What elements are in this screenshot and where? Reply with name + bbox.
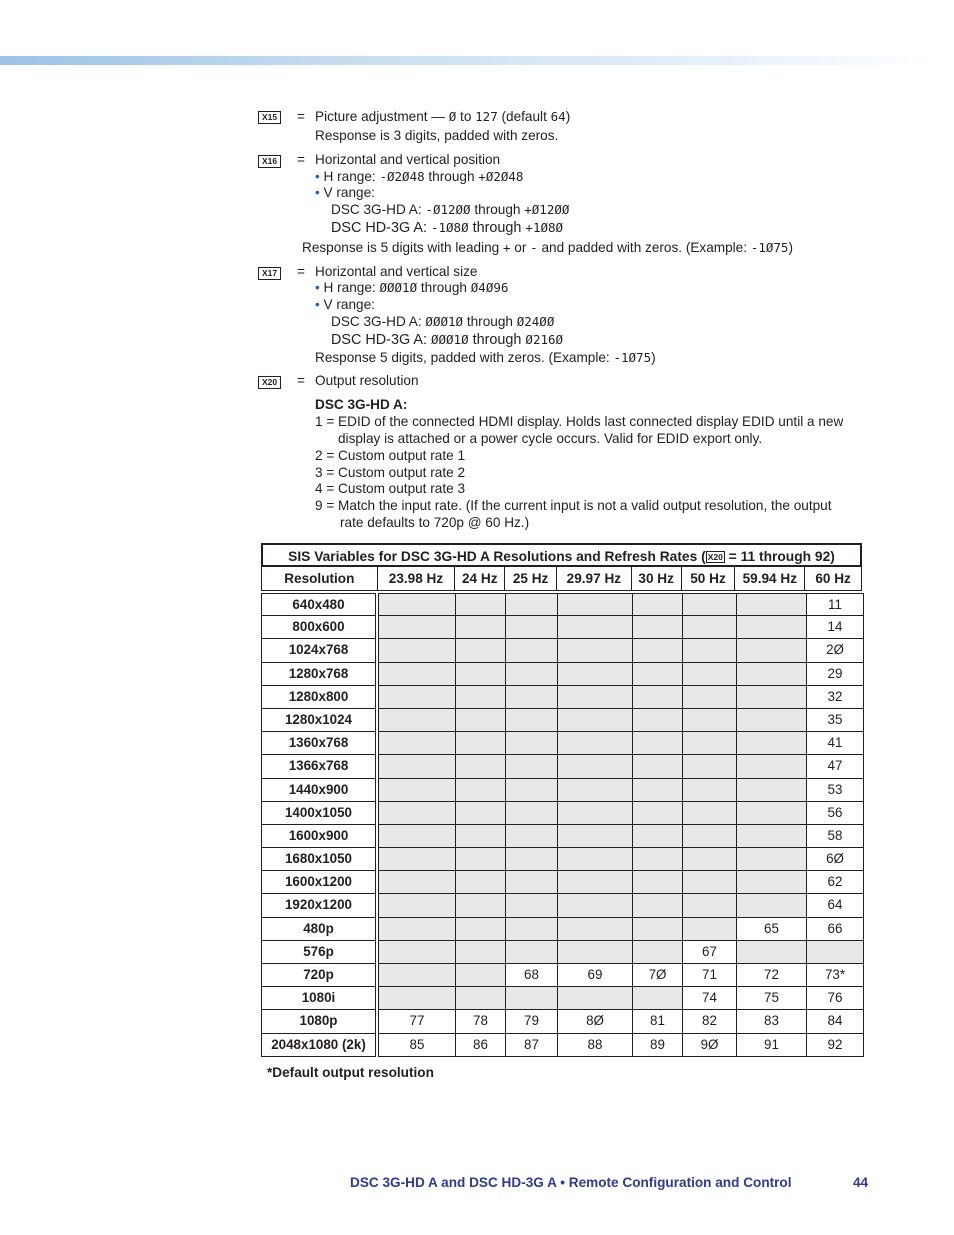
- rate-cell: [557, 987, 632, 1010]
- resolution-cell: 480p: [261, 918, 376, 941]
- rate-cell: 89: [632, 1034, 682, 1057]
- rate-cell: [632, 918, 682, 941]
- rate-cell: [505, 871, 557, 894]
- rate-cell: [455, 686, 505, 709]
- rate-cell: 58: [806, 825, 863, 848]
- resolution-cell: 1080i: [261, 987, 376, 1010]
- footer-title: DSC 3G-HD A and DSC HD-3G A • Remote Configuration and Control: [350, 1175, 792, 1190]
- table-body: [261, 593, 864, 1057]
- variable-box-x15: X15: [258, 111, 281, 124]
- rate-cell: [632, 663, 682, 686]
- table-row: [261, 964, 864, 987]
- rate-cell: [557, 825, 632, 848]
- x20-item-1-cont: display is attached or a power cycle occurs. Valid for EDID export only.: [338, 431, 763, 446]
- rate-cell: [505, 593, 557, 616]
- rate-cell: 84: [806, 1010, 863, 1033]
- rate-cell: [557, 894, 632, 917]
- rate-cell: [736, 755, 806, 778]
- bullet-icon: •: [315, 297, 320, 312]
- resolution-cell: 800x600: [261, 616, 376, 639]
- column-header: 23.98 Hz: [377, 567, 455, 590]
- rate-cell: [736, 639, 806, 662]
- rate-cell: [736, 779, 806, 802]
- rate-cell: [505, 779, 557, 802]
- column-header: 29.97 Hz: [556, 567, 631, 590]
- x16-description: Horizontal and vertical position: [315, 152, 501, 167]
- rate-cell: 91: [736, 1034, 806, 1057]
- resolution-table: [261, 543, 861, 1080]
- rate-cell: 82: [682, 1010, 736, 1033]
- rate-cell: [378, 663, 455, 686]
- rate-cell: [505, 802, 557, 825]
- column-header: 60 Hz: [804, 567, 861, 590]
- rate-cell: [505, 987, 557, 1010]
- x16-v-range-hd3g: DSC HD-3G A: -1Ø8Ø through +1Ø8Ø: [331, 220, 564, 236]
- table-row: [261, 686, 864, 709]
- resolution-cell: 576p: [261, 941, 376, 964]
- rate-cell: [557, 848, 632, 871]
- resolution-cell: 1366x768: [261, 755, 376, 778]
- table-row: [261, 941, 864, 964]
- rate-cell: [557, 593, 632, 616]
- rate-cell: 64: [806, 894, 863, 917]
- rate-cell: 86: [455, 1034, 505, 1057]
- rate-cell: [505, 616, 557, 639]
- x17-response: Response 5 digits, padded with zeros. (Example: -1Ø75): [315, 350, 656, 365]
- rate-cell: [682, 639, 736, 662]
- rate-cell: 81: [632, 1010, 682, 1033]
- rate-cell: [682, 593, 736, 616]
- rate-cell: [736, 593, 806, 616]
- rate-cell: 74: [682, 987, 736, 1010]
- column-header: 25 Hz: [504, 567, 556, 590]
- table-row: [261, 848, 864, 871]
- column-header: 59.94 Hz: [734, 567, 804, 590]
- rate-cell: [378, 848, 455, 871]
- rate-cell: [378, 802, 455, 825]
- rate-cell: 71: [682, 964, 736, 987]
- x20-item-1: 1 = EDID of the connected HDMI display. Holds last connected display EDID until a new: [315, 414, 844, 429]
- table-row: [261, 593, 864, 616]
- equals-sign: =: [297, 373, 305, 388]
- table-row: [261, 1034, 864, 1057]
- table-row: [261, 616, 864, 639]
- resolution-cell: 1360x768: [261, 732, 376, 755]
- rate-cell: [557, 871, 632, 894]
- rate-cell: [632, 871, 682, 894]
- rate-cell: [632, 894, 682, 917]
- rate-cell: [455, 894, 505, 917]
- rate-cell: [378, 941, 455, 964]
- resolution-cell: 720p: [261, 964, 376, 987]
- rate-cell: [806, 941, 863, 964]
- x20-item-9: 9 = Match the input rate. (If the current input is not a valid output resolution, the output: [315, 498, 832, 513]
- x17-description: Horizontal and vertical size: [315, 264, 478, 279]
- x17-h-range: • H range: ØØØ1Ø through Ø4Ø96: [315, 280, 509, 295]
- rate-cell: [505, 755, 557, 778]
- rate-cell: 68: [505, 964, 557, 987]
- x16-v-range-label: • V range:: [315, 185, 375, 200]
- rate-cell: 32: [806, 686, 863, 709]
- rate-cell: [682, 755, 736, 778]
- table-row: [261, 732, 864, 755]
- rate-cell: 8Ø: [557, 1010, 632, 1033]
- rate-cell: [557, 941, 632, 964]
- equals-sign: =: [297, 264, 305, 279]
- rate-cell: [557, 709, 632, 732]
- x15-response: Response is 3 digits, padded with zeros.: [315, 128, 559, 143]
- rate-cell: [455, 593, 505, 616]
- rate-cell: [736, 894, 806, 917]
- rate-cell: 85: [378, 1034, 455, 1057]
- table-row: [261, 755, 864, 778]
- rate-cell: [682, 709, 736, 732]
- table-row: [261, 663, 864, 686]
- rate-cell: 56: [806, 802, 863, 825]
- rate-cell: 67: [682, 941, 736, 964]
- table-header-row: [261, 567, 862, 591]
- table-row: [261, 709, 864, 732]
- resolution-cell: 1280x800: [261, 686, 376, 709]
- rate-cell: [557, 686, 632, 709]
- rate-cell: [378, 593, 455, 616]
- rate-cell: [378, 825, 455, 848]
- rate-cell: 72: [736, 964, 806, 987]
- rate-cell: [736, 663, 806, 686]
- rate-cell: [632, 639, 682, 662]
- x15-description: Picture adjustment — Ø to 127 (default 64): [315, 109, 571, 124]
- rate-cell: [632, 709, 682, 732]
- resolution-cell: 1600x1200: [261, 871, 376, 894]
- rate-cell: [632, 616, 682, 639]
- rate-cell: [557, 779, 632, 802]
- page-number: 44: [853, 1175, 869, 1190]
- rate-cell: [632, 593, 682, 616]
- rate-cell: [736, 848, 806, 871]
- rate-cell: [455, 639, 505, 662]
- rate-cell: [557, 918, 632, 941]
- rate-cell: [736, 686, 806, 709]
- rate-cell: [682, 871, 736, 894]
- variable-box-x20: X20: [707, 552, 723, 562]
- rate-cell: [455, 663, 505, 686]
- table-footnote: *Default output resolution: [267, 1065, 434, 1080]
- x17-v-range-label: • V range:: [315, 297, 375, 312]
- rate-cell: [455, 848, 505, 871]
- variable-box-x17: X17: [258, 267, 281, 280]
- x20-item-9-cont: rate defaults to 720p @ 60 Hz.): [340, 515, 530, 530]
- rate-cell: 73*: [806, 964, 863, 987]
- rate-cell: [736, 616, 806, 639]
- rate-cell: [455, 732, 505, 755]
- rate-cell: [455, 987, 505, 1010]
- rate-cell: [632, 825, 682, 848]
- rate-cell: [505, 732, 557, 755]
- bullet-icon: •: [315, 169, 320, 184]
- resolution-cell: 1600x900: [261, 825, 376, 848]
- rate-cell: 83: [736, 1010, 806, 1033]
- x20-description: Output resolution: [315, 373, 419, 388]
- table-row: [261, 1010, 864, 1033]
- table-row: [261, 987, 864, 1010]
- rate-cell: [505, 894, 557, 917]
- rate-cell: [632, 779, 682, 802]
- variable-box-x16: X16: [258, 155, 281, 168]
- rate-cell: [455, 709, 505, 732]
- rate-cell: 75: [736, 987, 806, 1010]
- rate-cell: [505, 663, 557, 686]
- rate-cell: [378, 732, 455, 755]
- x16-h-range: • H range: -Ø2Ø48 through +Ø2Ø48: [315, 169, 524, 184]
- rate-cell: [378, 709, 455, 732]
- bullet-icon: •: [315, 280, 320, 295]
- equals-sign: =: [297, 152, 305, 167]
- rate-cell: [505, 639, 557, 662]
- rate-cell: [378, 755, 455, 778]
- rate-cell: 53: [806, 779, 863, 802]
- rate-cell: 77: [378, 1010, 455, 1033]
- rate-cell: [455, 825, 505, 848]
- resolution-cell: 1920x1200: [261, 894, 376, 917]
- rate-cell: [378, 779, 455, 802]
- x20-item-4: 4 = Custom output rate 3: [315, 481, 465, 496]
- rate-cell: [682, 732, 736, 755]
- rate-cell: [682, 663, 736, 686]
- rate-cell: [682, 918, 736, 941]
- rate-cell: [378, 686, 455, 709]
- rate-cell: [632, 941, 682, 964]
- rate-cell: [682, 779, 736, 802]
- equals-sign: =: [297, 109, 305, 124]
- resolution-cell: 1280x768: [261, 663, 376, 686]
- table-row: [261, 802, 864, 825]
- rate-cell: [378, 639, 455, 662]
- rate-cell: [455, 779, 505, 802]
- column-header: Resolution: [284, 571, 355, 586]
- resolution-cell: 1680x1050: [261, 848, 376, 871]
- rate-cell: [378, 871, 455, 894]
- rate-cell: [557, 663, 632, 686]
- table-title: SIS Variables for DSC 3G-HD A Resolutions and Refresh Rates ( X20 = 11 through 92): [261, 543, 862, 567]
- rate-cell: 78: [455, 1010, 505, 1033]
- rate-cell: [505, 848, 557, 871]
- rate-cell: [455, 918, 505, 941]
- x20-item-2: 2 = Custom output rate 1: [315, 448, 465, 463]
- rate-cell: [682, 616, 736, 639]
- rate-cell: [505, 918, 557, 941]
- rate-cell: [378, 616, 455, 639]
- rate-cell: [378, 964, 455, 987]
- rate-cell: [505, 941, 557, 964]
- table-row: [261, 639, 864, 662]
- resolution-cell: 1280x1024: [261, 709, 376, 732]
- rate-cell: [632, 686, 682, 709]
- rate-cell: [682, 848, 736, 871]
- rate-cell: [736, 709, 806, 732]
- rate-cell: [736, 871, 806, 894]
- table-row: [261, 871, 864, 894]
- rate-cell: [505, 709, 557, 732]
- rate-cell: [557, 732, 632, 755]
- x16-response: Response is 5 digits with leading + or - and padded with zeros. (Example: -1Ø75): [302, 240, 793, 255]
- rate-cell: [455, 941, 505, 964]
- column-header: 50 Hz: [681, 567, 735, 590]
- rate-cell: 69: [557, 964, 632, 987]
- resolution-cell: 1400x1050: [261, 802, 376, 825]
- table-row: [261, 825, 864, 848]
- rate-cell: 88: [557, 1034, 632, 1057]
- rate-cell: 29: [806, 663, 863, 686]
- variable-box-x20: X20: [258, 376, 281, 389]
- rate-cell: 11: [806, 593, 863, 616]
- rate-cell: 2Ø: [806, 639, 863, 662]
- rate-cell: 79: [505, 1010, 557, 1033]
- rate-cell: [736, 802, 806, 825]
- rate-cell: 66: [806, 918, 863, 941]
- rate-cell: [455, 871, 505, 894]
- rate-cell: [455, 802, 505, 825]
- rate-cell: [682, 825, 736, 848]
- resolution-cell: 1080p: [261, 1010, 376, 1033]
- rate-cell: 6Ø: [806, 848, 863, 871]
- rate-cell: [505, 686, 557, 709]
- rate-cell: [632, 987, 682, 1010]
- rate-cell: [455, 616, 505, 639]
- rate-cell: 14: [806, 616, 863, 639]
- rate-cell: [632, 755, 682, 778]
- rate-cell: [632, 848, 682, 871]
- column-header: 30 Hz: [631, 567, 681, 590]
- rate-cell: [557, 755, 632, 778]
- x16-v-range-3ghd: DSC 3G-HD A: -Ø12ØØ through +Ø12ØØ: [331, 202, 570, 217]
- rate-cell: 9Ø: [682, 1034, 736, 1057]
- rate-cell: [557, 616, 632, 639]
- rate-cell: [455, 755, 505, 778]
- table-row: [261, 918, 864, 941]
- rate-cell: 47: [806, 755, 863, 778]
- rate-cell: [682, 686, 736, 709]
- rate-cell: [682, 802, 736, 825]
- rate-cell: 7Ø: [632, 964, 682, 987]
- rate-cell: [736, 825, 806, 848]
- resolution-cell: 640x480: [261, 593, 376, 616]
- x17-v-range-hd3g: DSC HD-3G A: ØØØ1Ø through Ø216Ø: [331, 332, 564, 348]
- column-header: 24 Hz: [454, 567, 504, 590]
- rate-cell: [378, 894, 455, 917]
- rate-cell: 92: [806, 1034, 863, 1057]
- rate-cell: [632, 802, 682, 825]
- rate-cell: [736, 941, 806, 964]
- table-row: [261, 779, 864, 802]
- x20-item-3: 3 = Custom output rate 2: [315, 465, 465, 480]
- rate-cell: [557, 639, 632, 662]
- x17-v-range-3ghd: DSC 3G-HD A: ØØØ1Ø through Ø24ØØ: [331, 314, 555, 329]
- rate-cell: [736, 732, 806, 755]
- rate-cell: [557, 802, 632, 825]
- rate-cell: 87: [505, 1034, 557, 1057]
- rate-cell: [632, 732, 682, 755]
- rate-cell: [378, 987, 455, 1010]
- resolution-cell: 2048x1080 (2k): [261, 1034, 376, 1057]
- table-row: [261, 894, 864, 917]
- rate-cell: 65: [736, 918, 806, 941]
- resolution-cell: 1024x768: [261, 639, 376, 662]
- rate-cell: 76: [806, 987, 863, 1010]
- header-gradient-bar: [0, 56, 930, 65]
- resolution-cell: 1440x900: [261, 779, 376, 802]
- rate-cell: [682, 894, 736, 917]
- rate-cell: [505, 825, 557, 848]
- bullet-icon: •: [315, 185, 320, 200]
- rate-cell: 35: [806, 709, 863, 732]
- x20-heading: DSC 3G-HD A:: [315, 397, 408, 412]
- rate-cell: 62: [806, 871, 863, 894]
- rate-cell: [455, 964, 505, 987]
- rate-cell: 41: [806, 732, 863, 755]
- rate-cell: [378, 918, 455, 941]
